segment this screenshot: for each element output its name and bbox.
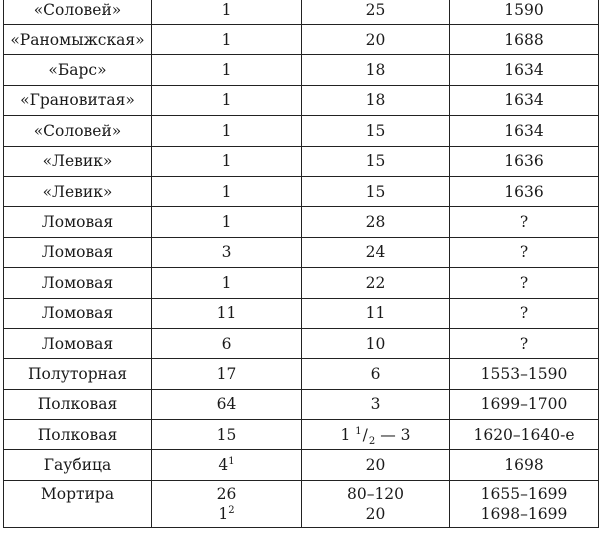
table-row <box>4 328 599 358</box>
table-row <box>4 389 599 419</box>
cell-name: Ломовая <box>4 237 152 267</box>
cell-caliber: 3 <box>302 389 450 419</box>
cell-count: 11 <box>152 298 302 328</box>
caliber-line: 20 <box>365 504 386 523</box>
cell-caliber: 20 <box>302 25 450 55</box>
cell-name: Ломовая <box>4 298 152 328</box>
cell-year: ? <box>450 298 599 328</box>
cell-name: «Барс» <box>4 55 152 85</box>
year-line: 1698–1699 <box>480 504 568 523</box>
cell-caliber: 20 <box>302 450 450 480</box>
cell-name: Ломовая <box>4 328 152 358</box>
cell-year: 1699–1700 <box>450 389 599 419</box>
cell-count: 1 <box>152 146 302 176</box>
cell-count: 17 <box>152 359 302 389</box>
cell-name: Ломовая <box>4 207 152 237</box>
cell-name: «Левик» <box>4 176 152 206</box>
caliber-line: 80–120 <box>346 484 405 503</box>
cell-year: 1620–1640-е <box>450 420 599 450</box>
table-row <box>4 55 599 85</box>
cell-count <box>152 450 302 480</box>
cell-caliber: 25 <box>302 0 450 25</box>
artillery-table <box>3 0 599 528</box>
table-row <box>4 207 599 237</box>
cell-count: 1 <box>152 55 302 85</box>
cell-count: 1 <box>152 0 302 25</box>
cell-count: 1 <box>152 207 302 237</box>
cell-name: Полуторная <box>4 359 152 389</box>
table-row <box>4 0 599 25</box>
cell-caliber: 18 <box>302 55 450 85</box>
cell-year: ? <box>450 268 599 298</box>
cell-year: 1636 <box>450 176 599 206</box>
cell-name: Гаубица <box>4 450 152 480</box>
cell-caliber <box>302 420 450 450</box>
caliber-fraction-denominator: 2 <box>368 435 376 447</box>
caliber-rest: — 3 <box>375 425 411 444</box>
cell-name: «Раномыжская» <box>4 25 152 55</box>
year-line: 1655–1699 <box>480 484 568 503</box>
cell-year: ? <box>450 207 599 237</box>
cell-year <box>450 480 599 527</box>
count-line <box>152 484 301 504</box>
table-row <box>4 176 599 206</box>
table-row <box>4 237 599 267</box>
count-line <box>152 504 301 524</box>
count-value: 4 <box>218 456 229 475</box>
cell-year: 1698 <box>450 450 599 480</box>
table-row <box>4 146 599 176</box>
cell-name: «Соловей» <box>4 116 152 146</box>
cell-name: Полковая <box>4 420 152 450</box>
cell-count: 1 <box>152 176 302 206</box>
caliber-fraction-numerator: 1 <box>355 425 362 437</box>
cell-name: «Грановитая» <box>4 85 152 115</box>
table-row <box>4 298 599 328</box>
cell-year: 1590 <box>450 0 599 25</box>
table-row <box>4 25 599 55</box>
cell-caliber: 22 <box>302 268 450 298</box>
table-row <box>4 480 599 527</box>
cell-count: 1 <box>152 85 302 115</box>
cell-caliber: 18 <box>302 85 450 115</box>
cell-count: 15 <box>152 420 302 450</box>
cell-year: ? <box>450 237 599 267</box>
table-row <box>4 450 599 480</box>
cell-count: 6 <box>152 328 302 358</box>
table-row <box>4 116 599 146</box>
cell-caliber: 15 <box>302 146 450 176</box>
cell-caliber: 15 <box>302 176 450 206</box>
cell-caliber: 24 <box>302 237 450 267</box>
cell-count: 64 <box>152 389 302 419</box>
cell-count: 1 <box>152 268 302 298</box>
cell-caliber <box>302 480 450 527</box>
cell-name: «Левик» <box>4 146 152 176</box>
cell-name: Полковая <box>4 389 152 419</box>
cell-caliber: 28 <box>302 207 450 237</box>
cell-year: 1634 <box>450 85 599 115</box>
cell-caliber: 11 <box>302 298 450 328</box>
cell-year: ? <box>450 328 599 358</box>
table-row <box>4 268 599 298</box>
table-row <box>4 359 599 389</box>
cell-year: 1636 <box>450 146 599 176</box>
cell-name: Ломовая <box>4 268 152 298</box>
cell-count <box>152 480 302 527</box>
cell-caliber: 15 <box>302 116 450 146</box>
cell-caliber: 10 <box>302 328 450 358</box>
cell-name: «Соловей» <box>4 0 152 25</box>
cell-year: 1634 <box>450 116 599 146</box>
cell-year: 1553–1590 <box>450 359 599 389</box>
count-value: 26 <box>216 484 237 503</box>
table-row <box>4 420 599 450</box>
cell-count: 1 <box>152 116 302 146</box>
count-value: 1 <box>218 504 229 523</box>
cell-year: 1688 <box>450 25 599 55</box>
cell-caliber: 6 <box>302 359 450 389</box>
table-row <box>4 85 599 115</box>
footnote-marker: 2 <box>228 504 235 516</box>
cell-year: 1634 <box>450 55 599 85</box>
footnote-marker: 1 <box>228 456 235 467</box>
cell-count: 1 <box>152 25 302 55</box>
caliber-fraction-slash: / <box>362 425 368 444</box>
caliber-whole: 1 <box>340 425 356 444</box>
cell-count: 3 <box>152 237 302 267</box>
cell-name: Мортира <box>4 480 152 527</box>
